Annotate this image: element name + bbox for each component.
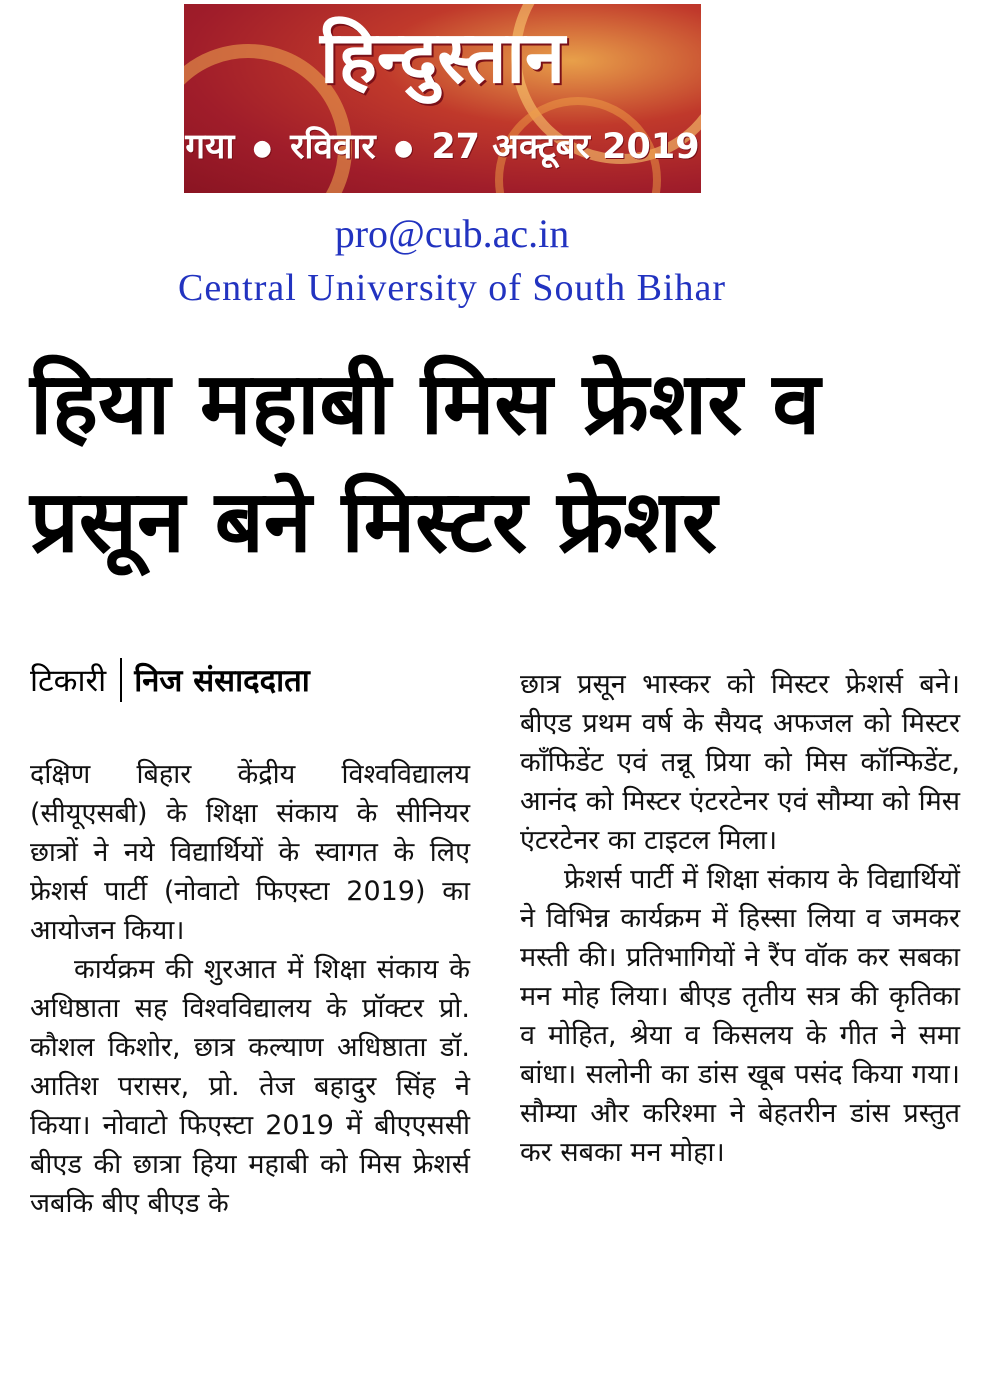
article-paragraph: फ्रेशर्स पार्टी में शिक्षा संकाय के विद्यार्थियों ने विभिन्न कार्यक्रम में हिस्सा लिया व जमकर मस्ती की। प्रतिभागियों ने रैंप वॉक कर सबका मन मोह लिया। बीएड तृतीय सत्र की कृतिका व मोहित, श्रेया व किसलय के गीत ने समा बांधा। सलोनी का डांस खूब पसंद किया गया। सौम्या और करिश्मा ने बेहतरीन डांस प्रस्तुत कर सबका मन मोहा।	[520, 864, 960, 1168]
article-paragraph: कार्यक्रम की शुरआत में शिक्षा संकाय के अधिष्ठाता सह विश्वविद्यालय के प्रॉक्टर प्रो. कौशल किशोर, छात्र कल्याण अधिष्ठाता डॉ. आतिश परासर, प्रो. तेज बहादुर सिंह ने किया। नोवाटो फिएस्टा 2019 में बीएएससी बीएड की छात्रा हिया महाबी को मिस फ्रेशर्स जबकि बीए बीएड के	[30, 954, 470, 1219]
article-paragraph: दक्षिण बिहार केंद्रीय विश्वविद्यालय (सीयूएसबी) के शिक्षा संकाय के सीनियर छात्रों ने नये विद्यार्थियों के स्वागत के लिए फ्रेशर्स पार्टी (नोवाटो फिएस्टा 2019) का आयोजन किया।	[30, 759, 470, 946]
newspaper-logo: हिन्दुस्तान	[319, 15, 566, 99]
edition-date: 27 अक्टूबर 2019	[431, 127, 700, 167]
edition-dateline	[184, 122, 701, 169]
edition-city: गया	[185, 127, 235, 167]
organization-name: Central University of South Bihar	[177, 267, 727, 309]
headline-line: प्रसून बने मिस्टर फ्रेशर	[30, 472, 718, 572]
contact-email: pro@cub.ac.in	[334, 211, 570, 256]
headline-line: हिया महाबी मिस फ्रेशर व	[30, 354, 821, 454]
byline-divider	[120, 658, 122, 702]
article-byline	[30, 655, 310, 705]
dateline-separator: ●	[393, 135, 414, 161]
dateline-separator: ●	[252, 135, 272, 161]
masthead-banner	[184, 4, 701, 193]
article-column-right	[520, 665, 960, 1172]
article-headline	[30, 345, 970, 581]
article-column-left	[30, 755, 470, 1223]
article-paragraph: छात्र प्रसून भास्कर को मिस्टर फ्रेशर्स बने। बीएड प्रथम वर्ष के सैयद अफजल को मिस्टर कॉंफिडेंट एवं तन्नू प्रिया को मिस कॉन्फिडेंट, आनंद को मिस्टर एंटरटेनर एवं सौम्या को मिस एंटरटेनर का टाइटल मिला।	[520, 669, 960, 856]
edition-day: रविवार	[290, 127, 376, 167]
dateline-place: टिकारी	[30, 663, 107, 699]
byline-author: निज संसाददाता	[134, 663, 310, 699]
